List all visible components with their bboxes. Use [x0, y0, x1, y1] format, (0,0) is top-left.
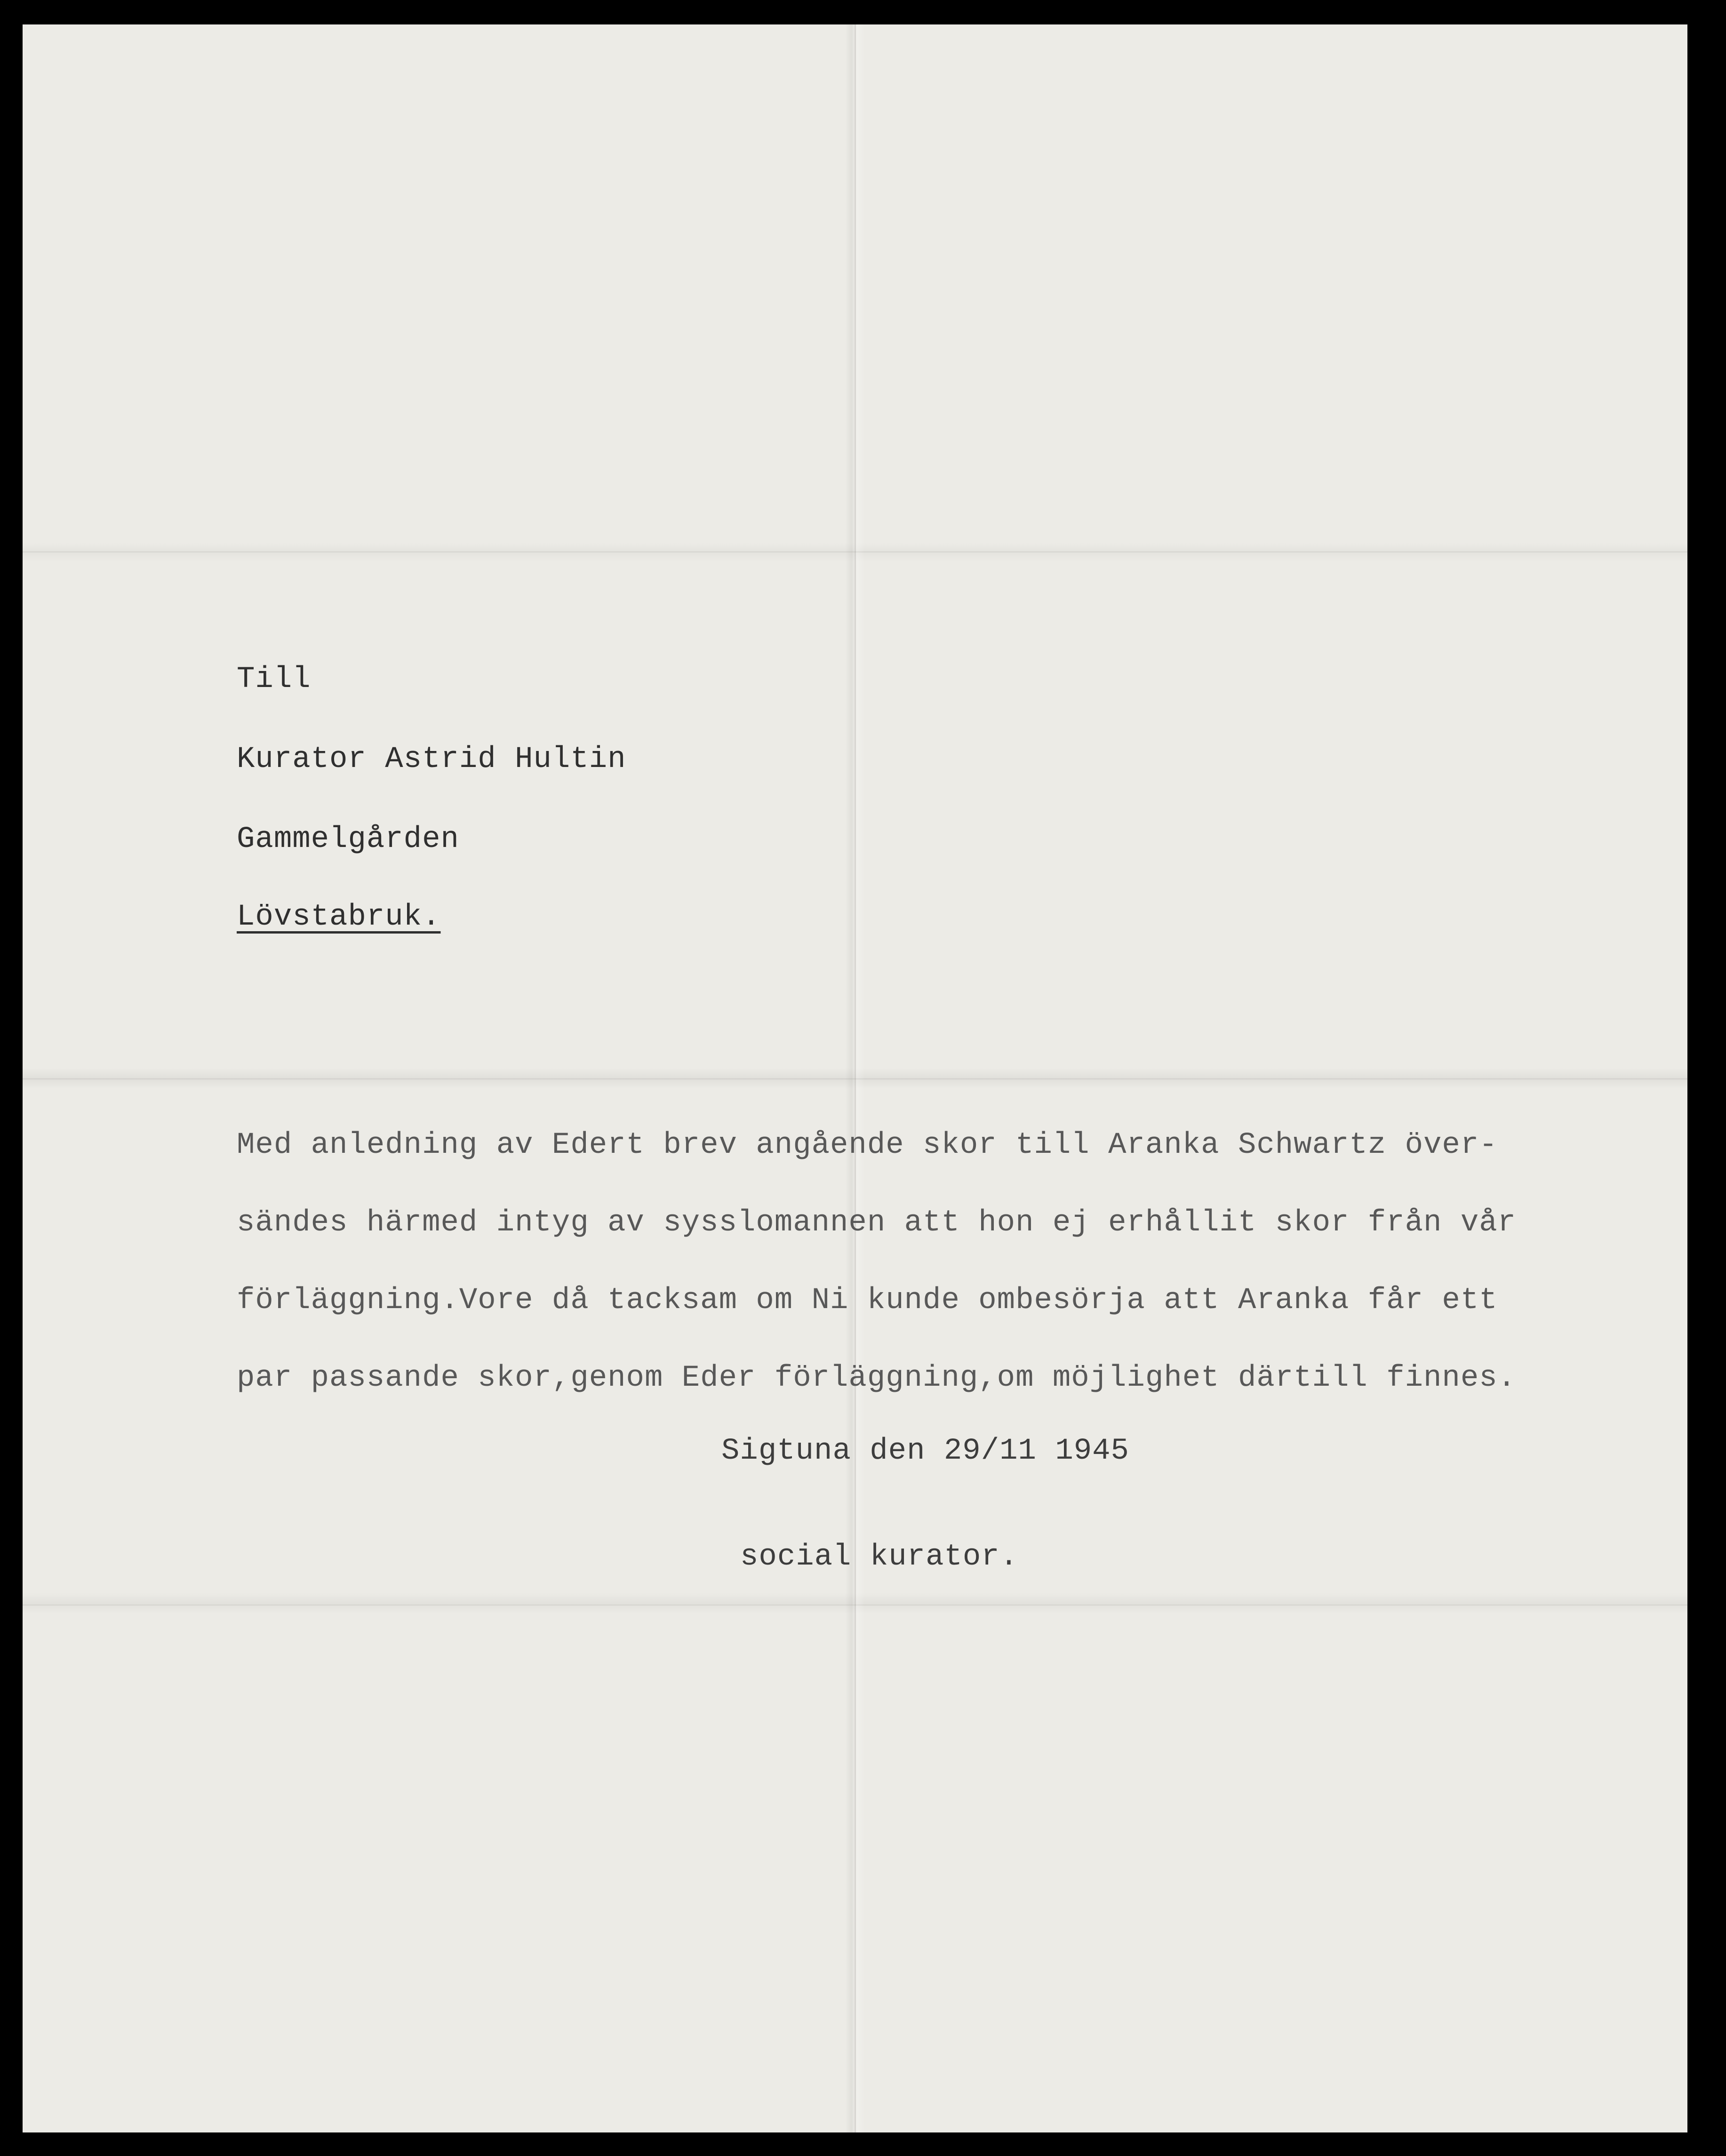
letter-paper	[23, 24, 1687, 2132]
horizontal-fold-crease	[23, 551, 1687, 552]
salutation: Till	[237, 663, 311, 696]
signature-title: social kurator.	[740, 1540, 1019, 1574]
recipient-place: Lövstabruk.	[237, 900, 441, 934]
body-line: Med anledning av Edert brev angående skor till Aranka Schwartz över-	[237, 1128, 1498, 1162]
body-line: förläggning.Vore då tacksam om Ni kunde ombesörja att Aranka får ett	[237, 1284, 1498, 1318]
recipient-name: Kurator Astrid Hultin	[237, 743, 626, 776]
date-line: Sigtuna den 29/11 1945	[721, 1434, 1129, 1468]
horizontal-fold-crease	[23, 1078, 1687, 1079]
body-line: sändes härmed intyg av sysslomannen att hon ej erhållit skor från vår	[237, 1206, 1517, 1240]
recipient-estate: Gammelgården	[237, 822, 459, 856]
body-line: par passande skor,genom Eder förläggning,om möjlighet därtill finnes.	[237, 1361, 1517, 1395]
